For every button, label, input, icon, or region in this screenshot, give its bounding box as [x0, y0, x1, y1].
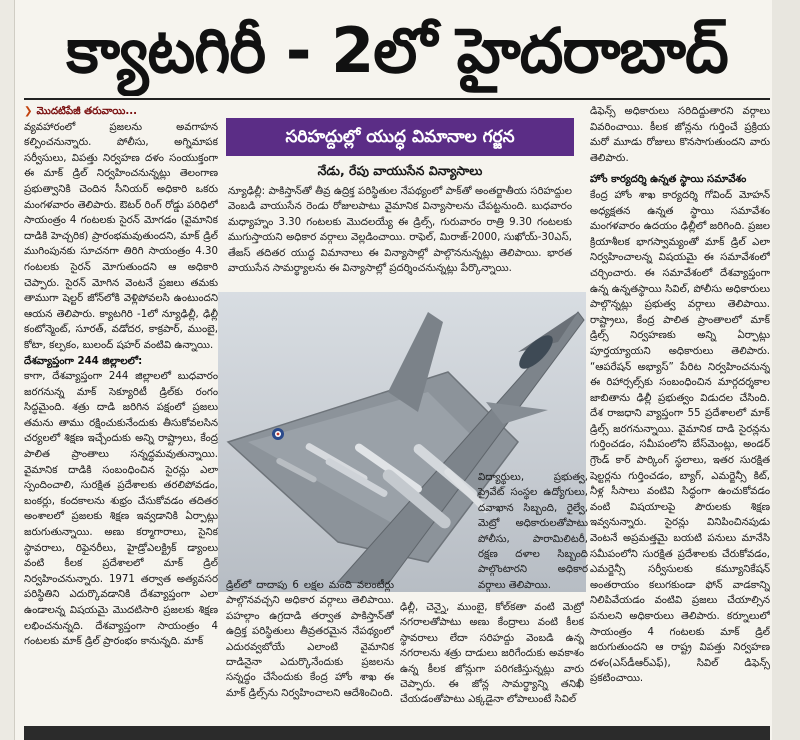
- column-right: [590, 104, 770, 722]
- right-page-edge: [772, 0, 800, 740]
- column-right-paragraph-1: డిఫెన్స్ అధికారులు సరిదిద్దుతారని వర్గాలు వివరించాయి. కీలక జోన్లను గుర్తించే ప్రక్రియ మరో మూడు రోజులు కొనసాగుతుందని వారు తెలిపారు.: [590, 106, 770, 164]
- continued-label: మొదటిపేజీ తరువాయి...: [36, 106, 138, 117]
- continued-arrow-icon: ❯: [24, 106, 33, 117]
- headline-rule: [24, 98, 770, 100]
- section-banner: సరిహద్దుల్లో యుద్ధ విమానాల గర్జన: [226, 118, 574, 156]
- column-left-paragraph-1: వ్యవహారంలో ప్రజలను అవగాహన కల్పించనున్నారు. పోలీసు, అగ్నిమాపక సర్వీసులు, విపత్తు నిర్వహణ దళం సంయుక్తంగా ఈ మాక్ డ్రిల్ నిర్వహించనున్నట్లు తెలంగాణ ప్రభుత్వానికి చెందిన సీనియర్ అధికారి ఒకరు మంగళవారం తెలిపారు. ఔటర్ రింగ్ రోడ్డు పరిధిలో సాయంత్రం 4 గంటలకు సైరన్ మోగడం (వైమానిక దాడికి హెచ్చరిక) ప్రారంభమవుతుందని, మాక్ డ్రిల్ ముగింపునకు సూచనగా తిరిగి సాయంత్రం 4.30 గంటలకు సైరన్ మోగుతుందని ఆ అధికారి చెప్పారు. సైరన్ మోగిన వెంటనే ప్రజలు తమకు తాముగా షెల్టర్ జోన్‌లోకి వెళ్లిపోవలసి ఉంటుందని ఆయన తెలిపారు. క్యాటగిరి -1లో న్యూఢిల్లీ, ఢిల్లీ కంటోన్మెంట్, సూరత్, వడోదర, కాక్రపార్, ముంబై, కోటా, కల్పకం, బులంద్ షహర్ వంటివి ఉన్నాయి.: [24, 121, 218, 351]
- next-article-strip: [24, 726, 770, 740]
- column-left-paragraph-2: కాగా, దేశవ్యాప్తంగా 244 జిల్లాలలో బుధవారం జరగనున్న మాక్ సెక్యూరిటీ డ్రిల్‌కు రంగం సిద్ధమైంది. శత్రు దాడి జరిగిన పక్షంలో ప్రజలు తమను తాము రక్షించుకునేందుకు తీసుకోవలసిన చర్యలలో శిక్షణ ఇచ్చేందుకు అన్ని రాష్ట్రాలు, కేంద్ర పాలిత ప్రాంతాలు సన్నద్ధమవుతున్నాయి. వైమానిక దాడికి సంబంధించిన సైరన్లు ఎలా స్పందించాలి, సురక్షిత ప్రదేశాలకు తరలిపోవడం, బంకర్లు, కందకాలను శుభ్రం చేసుకోవడం తదితర అంశాలలో ప్రజలకు శిక్షణ ఇవ్వడానికి ఏర్పాట్లు జరుగుతున్నాయి. అణు కర్మాగారాలు, సైనిక స్థావరాలు, రిఫైనరీలు, హైడ్రోఎలక్ట్రిక్ డ్యాంలు వంటి కీలక ప్రదేశాలలో మాక్ డ్రిల్ నిర్వహించనున్నారు. 1971 తర్వాత అత్యవసర పరిస్థితిని ఎదుర్కొవడానికి దేశవ్యాప్తంగా ఎలా ఉండాలన్న విషయమై మొదటిసారి ప్రజలకు శిక్షణ లభించనున్నది. దేశవ్యాప్తంగా సాయంత్రం 4 గంటలకు మాక్ డ్రిల్ ప్రారంభం కానున్నది. మాక్: [24, 371, 218, 648]
- photo-caption-right: విద్యార్థులు, ప్రభుత్వ, ప్రైవేట్ సంస్థల ఉద్యోగులు, దవాఖాన సిబ్బంది, రైల్వే, మెట్రో అధికారులతోపాటు పోలీసు, పారామిలిటరీ, రక్షణ దళాల సిబ్బంది పాల్గొంటారని అధికార వర్గాలు తెలిపాయి.: [478, 472, 588, 591]
- column-left-subheading: దేశవ్యాప్తంగా 244 జిల్లాలలో:: [24, 355, 143, 367]
- column-right-subheading: హోం కార్యదర్శి ఉన్నత స్థాయి సమావేశం: [590, 174, 747, 186]
- photo-text-left: డ్రిల్‌లో దాదాపు 6 లక్షల మంది వలంటీర్లు పాల్గొనవచ్చని అధికార వర్గాలు తెలిపాయి. పహల్గాం ఉగ్రదాడి తర్వాత పాకిస్తాన్‌తో ఉద్రిక్త పరిస్థితులు తీవ్రతరమైన నేపథ్యంలో ఎదురవ్వబోయే ఎలాంటి వైమానిక దాడినైనా ఎదుర్కొనేందుకు ప్రజలను సన్నద్ధం చేసేందుకు కేంద్ర హోం శాఖ ఈ మాక్ డ్రిల్స్‌ను నిర్వహించాలని ఆదేశించింది.: [226, 580, 394, 699]
- section-subheading: నేడు, రేపు వాయుసేన విన్యాసాలు: [317, 163, 483, 178]
- photo-text-middle: ఢిల్లీ, చెన్నై, ముంబై, కోల్‌కతా వంటి మెట్రో నగరాలతోపాటు అణు కేంద్రాలు వంటి కీలక స్థావరాలు లేదా సరిహద్దు వెంబడి ఉన్న నగరాలను శత్రు దాడులు జరిగేందుకు అవకాశం ఉన్న కీలక జోన్లుగా పరిగణిస్తున్నట్లు వారు చెప్పారు. ఈ జోన్ల సామర్థ్యాన్ని తనిఖీ చేయడంతోపాటు ఎక్కడైనా లోపాలుంటే సివిల్: [400, 602, 584, 706]
- column-left: [24, 104, 218, 722]
- story-intro: న్యూఢిల్లీ: పాకిస్తాన్‌తో తీవ్ర ఉద్రిక్త పరిస్థితుల నేపథ్యంలో పాక్‌తో అంతర్జాతీయ సరిహద్దుల వెంబడి వాయుసేన రెండు రోజులపాటు వైమానిక విన్యాసాలను చేపట్టనుంది. బుధవారం మధ్యాహ్నం 3.30 గంటలకు మొదలయ్యే ఈ డ్రిల్స్, గురువారం రాత్రి 9.30 గంటలకు ముగుస్తాయని అధికార వర్గాలు వెల్లడించాయి. రాఫెల్, మిరాజ్-2000, సుఖోయ్-30ఎస్, తేజస్ తదితర యుద్ధ విమానాలు ఈ విన్యాసాల్లో పాల్గొననున్నట్లు తెలిపాయి. భారత వాయుసేన సామర్థ్యాలను ఈ విన్యాసాల్లో ప్రదర్శించనున్నట్లు పేర్కొన్నాయి.: [228, 186, 572, 275]
- left-page-edge: [0, 0, 15, 740]
- page-headline: క్యాటగిరీ - 2లో హైదరాబాద్: [66, 14, 728, 87]
- column-right-paragraph-2: కేంద్ర హోం శాఖ కార్యదర్శి గోవింద్ మోహన్ అధ్యక్షతన ఉన్నత స్థాయి సమావేశం మంగళవారం ఉదయం ఢిల్లీలో జరిగింది. ప్రజల క్రియాశీలక భాగస్వామ్యంతో మాక్ డ్రిల్ ఎలా నిర్వహించాలన్న విషయమై ఈ సమావేశంలో చర్చించారు. ఈ సమావేశంలో దేశవ్యాప్తంగా ఉన్న ఉన్నతస్థాయి సివిల్, పోలీసు అధికారులు పాల్గొన్నట్లు ప్రభుత్వ వర్గాలు తెలిపాయి. రాష్ట్రాలు, కేంద్ర పాలిత ప్రాంతాలలో మాక్ డ్రిల్స్ నిర్వహణకు అన్ని ఏర్పాట్లు పూర్తయ్యాయని అధికారులు తెలిపారు. “ఆపరేషన్ అభ్యాస్” పేరిట నిర్వహించనున్న ఈ రిహార్సల్స్‌కు సంబంధించిన మార్గదర్శకాల జాబితాను ఢిల్లీ ప్రభుత్వం విడుదల చేసింది. దేశ రాజధాని వ్యాప్తంగా 55 ప్రదేశాలలో మాక్ డ్రిల్స్ జరగనున్నాయి. వైమానిక దాడి సైరన్లను గుర్తించడం, సమీపంలోని బేస్‌మెంట్లు, అండర్ గ్రౌండ్ కార్ పార్కింగ్ స్థలాలు, ఇతర సురక్షిత షెల్టర్లను గుర్తించడం, బ్యాగ్, ఎమర్జెన్సీ కిట్, నీళ్ల సీసాలు వంటివి సిద్ధంగా ఉంచుకోవడం వంటి విషయాలపై పౌరులకు శిక్షణ ఇవ్వనున్నారు. సైరన్లు వినిపించినపుడు వెంటనే అప్రమత్తమై బయటి పనులు మానేసి సమీపంలోని సురక్షిత ప్రదేశాలకు చేరుకోవడం, ఎమర్జెన్సీ సర్వీసులకు కమ్యూనికేషన్ అంతరాయం కలుగకుండా ఫోన్ వాడకాన్ని నిలిపివేయడం వంటివి ప్రజలు చేయాల్సిన పనులని అధికారులు తెలిపారు. కర్నూలులో సాయంత్రం 4 గంటలకు మాక్ డ్రిల్ జరుగుతుందని ఆ రాష్ట్ర విపత్తు నిర్వహణ దళం(ఎస్‌డీఆర్ఎఫ్), సివిల్ డిఫెన్స్ ప్రకటించాయి.: [590, 189, 770, 685]
